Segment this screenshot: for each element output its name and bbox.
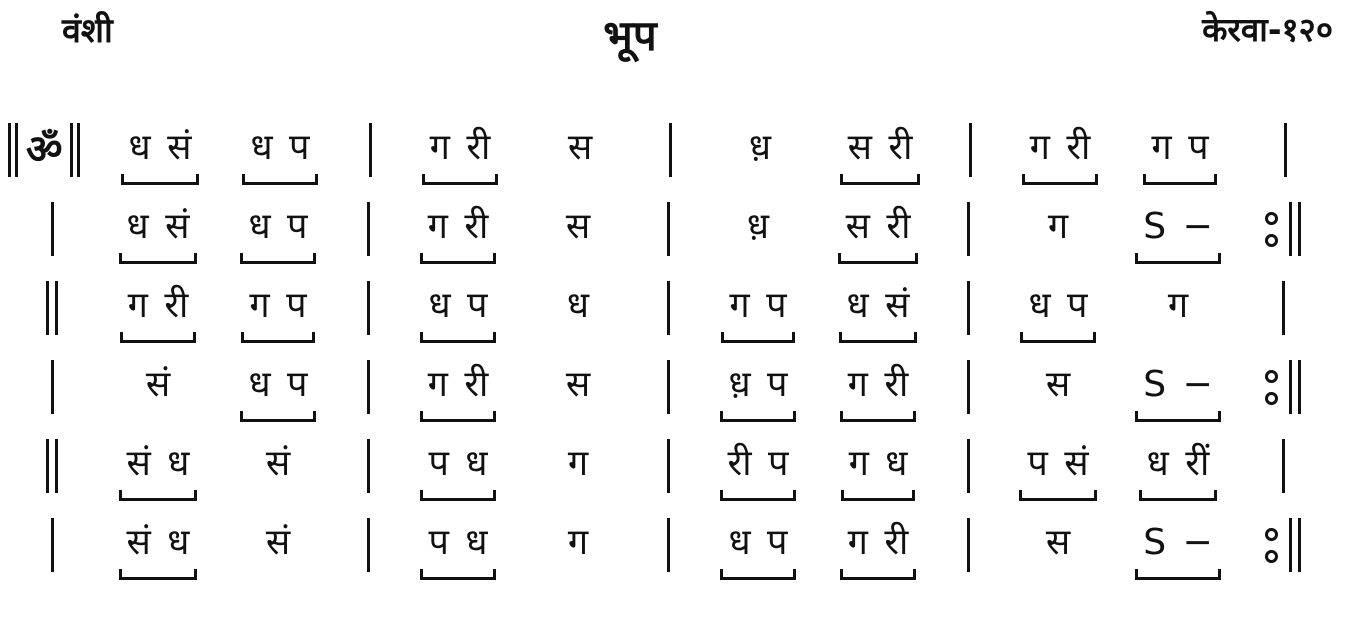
bar-line — [967, 360, 970, 414]
beat-bracket-icon — [840, 569, 917, 580]
bar-line — [367, 518, 370, 572]
note-text: ग री — [847, 522, 909, 563]
bar-line — [367, 202, 370, 256]
beat-cell — [518, 439, 638, 489]
beat-cell — [998, 518, 1118, 568]
notation-row — [6, 281, 1356, 360]
note-text: ध प — [428, 285, 488, 326]
beat-cell — [1000, 123, 1120, 185]
note — [728, 439, 789, 501]
note-text: स री — [847, 127, 913, 168]
bar-line — [51, 202, 54, 256]
beat-cell — [398, 202, 518, 264]
beat-cell — [100, 123, 220, 185]
beat-bracket-icon — [420, 490, 495, 501]
beat-cell — [518, 518, 638, 568]
note-text: ग री — [127, 285, 189, 326]
bar-separator — [640, 123, 700, 177]
beat-cell — [820, 123, 940, 185]
note — [1143, 360, 1212, 422]
note — [1143, 202, 1212, 264]
bar-separator — [338, 360, 398, 414]
note-text: ग री — [429, 127, 491, 168]
close-marker-repeat — [1238, 202, 1328, 256]
note — [1147, 439, 1210, 501]
note — [428, 360, 489, 422]
note — [249, 281, 306, 343]
notation-row — [6, 439, 1356, 518]
beat-cell — [1118, 518, 1238, 580]
repeat-dot-icon — [1265, 392, 1278, 405]
beat-cell — [818, 281, 938, 343]
bar-line — [967, 439, 970, 493]
note — [127, 439, 190, 501]
beat-bracket-icon — [720, 411, 795, 422]
note — [848, 360, 909, 422]
beat-cell — [398, 439, 518, 501]
beat-bracket-icon — [119, 253, 198, 264]
notation-row — [6, 360, 1356, 439]
note-text: ग री — [1029, 127, 1091, 168]
open-marker-om — [6, 123, 100, 177]
note — [846, 202, 911, 264]
note — [248, 202, 307, 264]
beat-cell — [518, 281, 638, 331]
bar-separator — [940, 123, 1000, 177]
bar-separator — [938, 281, 998, 335]
beat-bracket-icon — [1019, 490, 1096, 501]
note — [250, 123, 309, 185]
beat-cell — [818, 360, 938, 422]
beat-cell — [698, 518, 818, 580]
open-marker-single — [6, 360, 98, 414]
note-text: ध रीं — [1146, 443, 1210, 484]
beat-cell — [98, 518, 218, 580]
note — [266, 439, 290, 489]
note-text: स — [567, 127, 593, 168]
bar-line — [77, 123, 80, 177]
note-text: सं — [145, 364, 171, 405]
note — [749, 123, 771, 173]
beat-cell — [218, 439, 338, 489]
open-marker-single — [6, 518, 98, 572]
om-symbol: ॐ — [26, 127, 63, 173]
repeat-dots-icon — [1265, 212, 1278, 247]
repeat-dot-icon — [1265, 528, 1278, 541]
note-text: सं ध — [126, 522, 190, 563]
beat-bracket-icon — [1022, 174, 1099, 185]
bar-separator — [338, 202, 398, 256]
note-text: ध सं — [846, 285, 910, 326]
beat-bracket-icon — [720, 569, 795, 580]
note — [1048, 202, 1068, 252]
note-text: स री — [845, 206, 911, 247]
note — [428, 202, 489, 264]
note-text: प सं — [1027, 443, 1089, 484]
bar-line — [667, 202, 670, 256]
bar-separator — [938, 202, 998, 256]
bar-line — [51, 518, 54, 572]
note-text: ध प — [248, 364, 308, 405]
bar-line — [46, 439, 49, 493]
note — [127, 518, 190, 580]
note-text: ग री — [847, 364, 909, 405]
note — [248, 360, 307, 422]
note-text: ध — [566, 285, 590, 326]
bar-separator — [340, 123, 400, 177]
bar-line — [15, 123, 18, 177]
note — [1027, 439, 1088, 501]
note-text: ध प — [250, 127, 310, 168]
bar-separator — [938, 360, 998, 414]
bar-separator — [338, 518, 398, 572]
notation-row — [6, 202, 1356, 281]
bar-line — [1289, 518, 1292, 572]
note-text: प ध — [428, 443, 488, 484]
raga-title: भूप — [603, 11, 657, 60]
beat-bracket-icon — [1143, 174, 1216, 185]
note — [848, 123, 913, 185]
note-text: स — [1045, 522, 1071, 563]
beat-cell — [98, 281, 218, 343]
note-text: ग री — [427, 364, 489, 405]
bar-line — [667, 439, 670, 493]
note — [1168, 281, 1188, 331]
bar-line — [1284, 123, 1287, 177]
bar-separator — [638, 360, 698, 414]
bar-line — [1298, 360, 1301, 414]
beat-cell — [998, 360, 1118, 410]
bar-separator — [638, 439, 698, 493]
beat-cell — [818, 202, 938, 264]
beat-cell — [998, 202, 1118, 252]
note-text: ग री — [427, 206, 489, 247]
beat-bracket-icon — [720, 490, 797, 501]
note-text: स — [1045, 364, 1071, 405]
notation-grid — [0, 123, 1356, 597]
note-text: स — [565, 364, 591, 405]
bar-line — [55, 439, 58, 493]
note-text: ग प — [729, 285, 787, 326]
bar-separator — [638, 202, 698, 256]
beat-cell — [220, 123, 340, 185]
note — [848, 518, 909, 580]
beat-cell — [698, 281, 818, 343]
bar-line — [51, 360, 54, 414]
note-text: ग प — [1151, 127, 1209, 168]
note-text: S − — [1143, 522, 1213, 563]
note-text: री प — [727, 443, 789, 484]
note — [747, 202, 769, 252]
note-text: प ध — [428, 522, 488, 563]
bar-line — [1282, 439, 1285, 493]
bar-separator — [638, 518, 698, 572]
note-text: ग प — [249, 285, 307, 326]
note — [129, 123, 192, 185]
bar-separator — [338, 439, 398, 493]
beat-cell — [998, 281, 1118, 343]
note — [728, 360, 787, 422]
note — [1028, 281, 1087, 343]
beat-cell — [98, 202, 218, 264]
beat-bracket-icon — [119, 569, 198, 580]
note-text: S − — [1143, 364, 1213, 405]
beat-bracket-icon — [420, 411, 497, 422]
beat-cell — [398, 360, 518, 422]
bar-separator — [638, 281, 698, 335]
note — [128, 281, 189, 343]
note-text: ग ध — [848, 443, 908, 484]
beat-bracket-icon — [120, 332, 197, 343]
repeat-dot-icon — [1265, 370, 1278, 383]
note-text: स — [565, 206, 591, 247]
beat-cell — [998, 439, 1118, 501]
note — [1143, 518, 1212, 580]
beat-cell — [218, 360, 338, 422]
note — [1151, 123, 1208, 185]
bar-line — [55, 281, 58, 335]
bar-line — [967, 202, 970, 256]
bar-line — [967, 518, 970, 572]
beat-cell — [98, 439, 218, 501]
bar-line — [1289, 360, 1292, 414]
note-text: ग — [567, 522, 589, 563]
note — [428, 281, 487, 343]
note — [1046, 518, 1070, 568]
bar-separator — [938, 518, 998, 572]
bar-line — [1298, 518, 1301, 572]
page-header — [0, 0, 1356, 63]
beat-bracket-icon — [420, 332, 495, 343]
note-text: सं — [265, 443, 291, 484]
bar-line — [367, 281, 370, 335]
beat-cell — [818, 439, 938, 501]
beat-cell — [698, 202, 818, 252]
beat-cell — [98, 360, 218, 410]
open-marker-double — [6, 439, 98, 493]
beat-bracket-icon — [1139, 490, 1218, 501]
note — [567, 281, 589, 331]
bar-line — [667, 281, 670, 335]
beat-bracket-icon — [420, 569, 495, 580]
note-text: ग — [1047, 206, 1069, 247]
note — [1030, 123, 1091, 185]
beat-bracket-icon — [420, 253, 497, 264]
note-text: ध़ — [748, 127, 772, 168]
beat-cell — [218, 281, 338, 343]
bar-line — [669, 123, 672, 177]
note-text: ध प — [248, 206, 308, 247]
bar-line — [1282, 281, 1285, 335]
beat-cell — [218, 518, 338, 568]
note — [847, 281, 910, 343]
note — [568, 123, 592, 173]
bar-separator — [938, 439, 998, 493]
beat-bracket-icon — [1135, 411, 1220, 422]
repeat-dot-icon — [1265, 234, 1278, 247]
open-marker-double — [6, 281, 98, 335]
taal-tempo-label: केरवा-१२० — [1202, 10, 1333, 49]
notation-row — [6, 518, 1356, 597]
note-text: ध़ — [746, 206, 770, 247]
beat-cell — [698, 439, 818, 501]
bar-line — [46, 281, 49, 335]
bar-line — [8, 123, 11, 177]
open-marker-single — [6, 202, 98, 256]
beat-cell — [698, 360, 818, 422]
beat-bracket-icon — [240, 253, 315, 264]
note-text: ग — [567, 443, 589, 484]
bar-line — [967, 281, 970, 335]
note-text: ध प — [728, 522, 788, 563]
beat-cell — [218, 202, 338, 264]
bar-line — [969, 123, 972, 177]
repeat-dots-icon — [1265, 370, 1278, 405]
beat-bracket-icon — [838, 253, 919, 264]
beat-bracket-icon — [121, 174, 200, 185]
repeat-dot-icon — [1265, 212, 1278, 225]
note-text: ध प — [1028, 285, 1088, 326]
bar-line — [1289, 202, 1292, 256]
note-text: S − — [1143, 206, 1213, 247]
beat-cell — [818, 518, 938, 580]
bar-separator — [338, 281, 398, 335]
beat-cell — [398, 281, 518, 343]
bar-line — [667, 360, 670, 414]
beat-cell — [1118, 439, 1238, 501]
bar-line — [367, 360, 370, 414]
beat-cell — [700, 123, 820, 173]
bar-line — [367, 439, 370, 493]
beat-bracket-icon — [1020, 332, 1095, 343]
beat-bracket-icon — [841, 490, 916, 501]
beat-bracket-icon — [1135, 569, 1220, 580]
beat-bracket-icon — [241, 332, 314, 343]
close-marker-repeat — [1238, 360, 1328, 414]
close-marker-single — [1238, 439, 1328, 493]
instrument-label: वंशी — [62, 11, 113, 51]
note — [849, 439, 908, 501]
bar-line — [667, 518, 670, 572]
beat-bracket-icon — [240, 411, 315, 422]
close-marker-repeat — [1238, 518, 1328, 572]
bar-line — [369, 123, 372, 177]
note — [127, 202, 190, 264]
beat-bracket-icon — [721, 332, 794, 343]
note-text: सं ध — [126, 443, 190, 484]
close-marker-single — [1240, 123, 1330, 177]
repeat-dot-icon — [1265, 550, 1278, 563]
note-text: ध़ प — [728, 364, 788, 405]
note — [430, 123, 491, 185]
note — [566, 360, 590, 410]
beat-cell — [520, 123, 640, 173]
notation-row — [6, 123, 1356, 202]
beat-bracket-icon — [840, 411, 917, 422]
note-text: ध सं — [128, 127, 192, 168]
note — [728, 518, 787, 580]
note — [1046, 360, 1070, 410]
beat-bracket-icon — [840, 174, 921, 185]
beat-cell — [398, 518, 518, 580]
note — [566, 202, 590, 252]
beat-cell — [1118, 281, 1238, 331]
note — [266, 518, 290, 568]
note-text: सं — [265, 522, 291, 563]
repeat-dots-icon — [1265, 528, 1278, 563]
bar-line — [1298, 202, 1301, 256]
note — [428, 439, 487, 501]
note-text: ग — [1167, 285, 1189, 326]
note — [428, 518, 487, 580]
beat-bracket-icon — [839, 332, 918, 343]
beat-bracket-icon — [119, 490, 198, 501]
beat-cell — [1118, 202, 1238, 264]
beat-cell — [1118, 360, 1238, 422]
beat-bracket-icon — [422, 174, 499, 185]
beat-cell — [518, 360, 638, 410]
note — [146, 360, 170, 410]
note — [568, 439, 588, 489]
note-text: ध सं — [126, 206, 190, 247]
beat-bracket-icon — [1135, 253, 1220, 264]
beat-cell — [518, 202, 638, 252]
note — [568, 518, 588, 568]
bar-line — [70, 123, 73, 177]
beat-cell — [1120, 123, 1240, 185]
close-marker-single — [1238, 281, 1328, 335]
beat-cell — [400, 123, 520, 185]
note — [729, 281, 786, 343]
beat-bracket-icon — [242, 174, 317, 185]
